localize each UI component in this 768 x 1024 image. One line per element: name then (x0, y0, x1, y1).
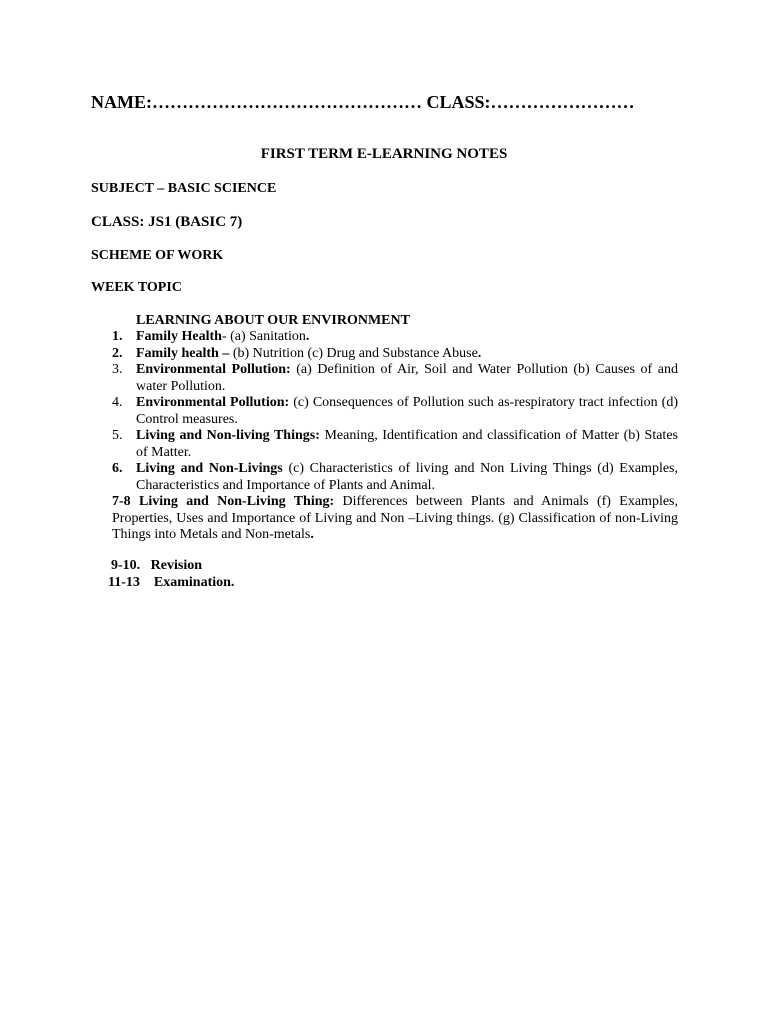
list-item (112, 362, 678, 395)
item-text: Living and Non-Livings (c) Characteristics of living and Non Living Things (d) Examples, Characteristics and Importance of Plants and Animal. (136, 461, 678, 493)
examination-line: 11-13 Examination. (108, 575, 235, 590)
class-label: CLASS: (91, 214, 149, 230)
section-title: LEARNING ABOUT OUR ENVIRONMENT (136, 313, 410, 328)
scheme-list (112, 329, 678, 544)
week-topic-heading: WEEK TOPIC (91, 280, 182, 295)
item-text: Family health – (b) Nutrition (c) Drug and Substance Abuse. (136, 345, 482, 361)
list-item (112, 329, 678, 346)
list-item (112, 395, 678, 428)
list-item (112, 346, 678, 363)
item-number: 6. (112, 461, 123, 476)
item-text: Family Health- (a) Sanitation. (136, 329, 310, 344)
item-number: 2. (112, 345, 123, 361)
subject-heading: SUBJECT – BASIC SCIENCE (91, 181, 277, 196)
class-heading (91, 214, 242, 231)
item-text: Living and Non-living Things: Meaning, Identification and classification of Matter (b) States of Matter. (136, 428, 678, 460)
item-number: 5. (112, 428, 123, 443)
item-number: 4. (112, 395, 123, 410)
item-number: 1. (112, 329, 123, 344)
item-number: 3. (112, 362, 123, 377)
item-text: Environmental Pollution: (a) Definition of Air, Soil and Water Pollution (b) Causes of and water Pollution. (136, 362, 678, 394)
list-item (112, 461, 678, 494)
item-text: Environmental Pollution: (c) Consequences of Pollution such as-respiratory tract infection (d) Control measures. (136, 395, 679, 427)
class-value: JS1 (BASIC 7) (148, 214, 243, 230)
scheme-heading: SCHEME OF WORK (91, 248, 224, 263)
revision-line: 9-10. Revision (111, 558, 202, 573)
list-item-7-8: 7-8 Living and Non-Living Thing: Differences between Plants and Animals (f) Examples, Properties, Uses and Importance of Living and Non –Living things. (g) Classification of non-Living Things into Metals and Non-metals. (112, 494, 678, 542)
list-item (112, 428, 678, 461)
name-class-line: NAME:……………………………………… CLASS:…………………… (91, 92, 635, 112)
notes-title: FIRST TERM E-LEARNING NOTES (260, 146, 508, 162)
